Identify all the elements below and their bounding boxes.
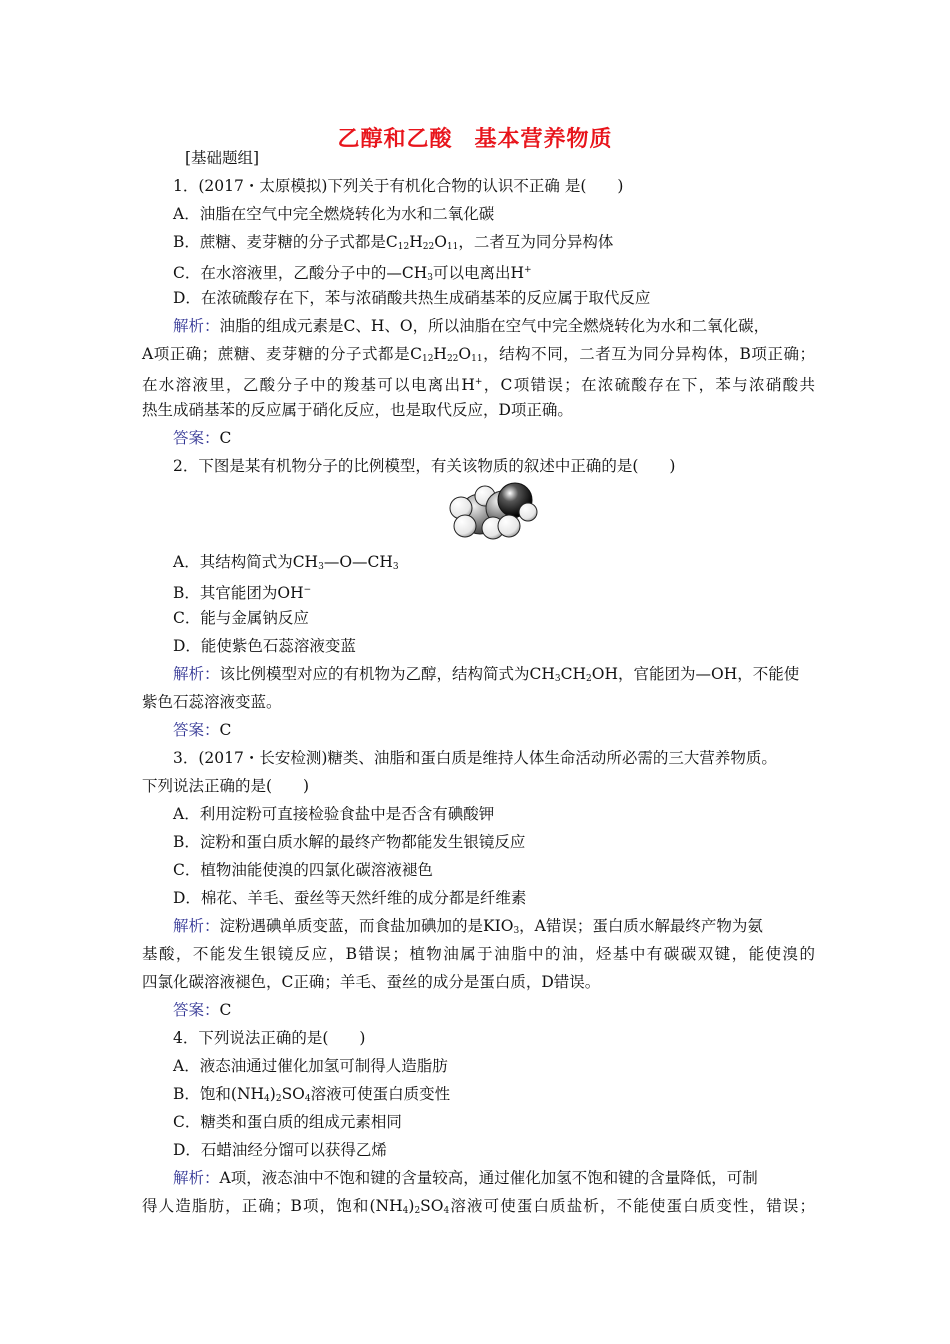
q2-explanation-line2: 紫色石蕊溶液变蓝。 <box>142 693 282 711</box>
explanation-label: 解析： <box>173 1169 220 1187</box>
q4-explanation-line2: 得人造脂肪，正确；B项，饱和$(NH_4)_2SO_4$溶液可使蛋白质盐析，不能使蛋白质变性，错误； <box>142 1197 815 1216</box>
q2-option-c: C．能与金属钠反应 <box>173 609 309 627</box>
q3-explanation-line2: 基酸，不能发生银镜反应，B错误；植物油属于油脂中的油，烃基中有碳碳双键，能使溴的 <box>142 945 815 963</box>
ethanol-space-filling-model <box>445 480 545 546</box>
q3-explanation-line1: 解析：淀粉遇碘单质变蓝，而食盐加碘加的是$KIO_3$，A错误；蛋白质水解最终产物为氨 <box>173 917 763 936</box>
q3-option-d: D．棉花、羊毛、蚕丝等天然纤维的成分都是纤维素 <box>173 889 527 907</box>
q1-explanation-line1: 解析：油脂的组成元素是C、H、O，所以油脂在空气中完全燃烧转化为水和二氧化碳， <box>173 317 770 335</box>
q1-answer: 答案：C <box>173 429 232 447</box>
q3-stem-line1: 3．(2017・长安检测)糖类、油脂和蛋白质是维持人体生命活动所必需的三大营养物质。 <box>173 749 777 767</box>
answer-label: 答案： <box>173 721 220 739</box>
q3-explanation-line3: 四氯化碳溶液褪色，C正确；羊毛、蚕丝的成分是蛋白质，D错误。 <box>142 973 601 991</box>
q1-explanation-line4: 热生成硝基苯的反应属于硝化反应，也是取代反应，D项正确。 <box>142 401 573 419</box>
q3-answer: 答案：C <box>173 1001 232 1019</box>
section-label: [基础题组] <box>185 149 260 167</box>
q2-option-d: D．能使紫色石蕊溶液变蓝 <box>173 637 356 655</box>
q1-option-c: C．在水溶液里，乙酸分子中的$—CH_3$可以电离出H+ <box>173 264 532 283</box>
explanation-label: 解析： <box>173 917 220 935</box>
q2-stem: 2．下图是某有机物分子的比例模型，有关该物质的叙述中正确的是( ) <box>173 457 676 475</box>
title-part2: 基本营养物质 <box>474 127 613 152</box>
explanation-label: 解析： <box>173 665 220 683</box>
q1-option-d: D．在浓硫酸存在下，苯与浓硝酸共热生成硝基苯的反应属于取代反应 <box>173 289 651 307</box>
q2-option-a: A．其结构简式为$CH_3—O—CH_3$ <box>173 553 399 572</box>
q3-option-a: A．利用淀粉可直接检验食盐中是否含有碘酸钾 <box>173 805 495 823</box>
q1-stem: 1．(2017・太原模拟)下列关于有机化合物的认识不正确 是( ) <box>173 177 624 195</box>
q1-option-b: B．蔗糖、麦芽糖的分子式都是$C_{12}H_{22}O_{11}$，二者互为同分异构体 <box>173 233 614 252</box>
q4-option-d: D．石蜡油经分馏可以获得乙烯 <box>173 1141 387 1159</box>
answer-label: 答案： <box>173 429 220 447</box>
page-title <box>0 122 950 153</box>
answer-label: 答案： <box>173 1001 220 1019</box>
q4-stem: 4．下列说法正确的是( ) <box>173 1029 366 1047</box>
q2-explanation-line1: 解析：该比例模型对应的有机物为乙醇，结构简式为$CH_3CH_2OH$，官能团为—OH，不能使 <box>173 665 800 684</box>
q2-option-b: B．其官能团为OH− <box>173 584 312 602</box>
q2-answer: 答案：C <box>173 721 232 739</box>
q3-stem-line2: 下列说法正确的是( ) <box>142 777 310 795</box>
q4-option-b: B．饱和$(NH_4)_2SO_4$溶液可使蛋白质变性 <box>173 1085 451 1104</box>
q1-explanation-line3: 在水溶液里，乙酸分子中的羧基可以电离出H+，C项错误；在浓硫酸存在下，苯与浓硝酸共 <box>142 376 815 394</box>
q1-option-a: A．油脂在空气中完全燃烧转化为水和二氧化碳 <box>173 205 495 223</box>
explanation-label: 解析： <box>173 317 220 335</box>
title-part1: 乙醇和乙酸 <box>337 127 453 152</box>
q3-option-b: B．淀粉和蛋白质水解的最终产物都能发生银镜反应 <box>173 833 526 851</box>
q4-explanation-line1: 解析：A项，液态油中不饱和键的含量较高，通过催化加氢不饱和键的含量降低，可制 <box>173 1169 758 1187</box>
q1-explanation-line2: A项正确；蔗糖、麦芽糖的分子式都是$C_{12}H_{22}O_{11}$，结构不同，二者互为同分异构体，B项正确； <box>142 345 815 364</box>
q4-option-c: C．糖类和蛋白质的组成元素相同 <box>173 1113 402 1131</box>
q4-option-a: A．液态油通过催化加氢可制得人造脂肪 <box>173 1057 448 1075</box>
q3-option-c: C．植物油能使溴的四氯化碳溶液褪色 <box>173 861 433 879</box>
